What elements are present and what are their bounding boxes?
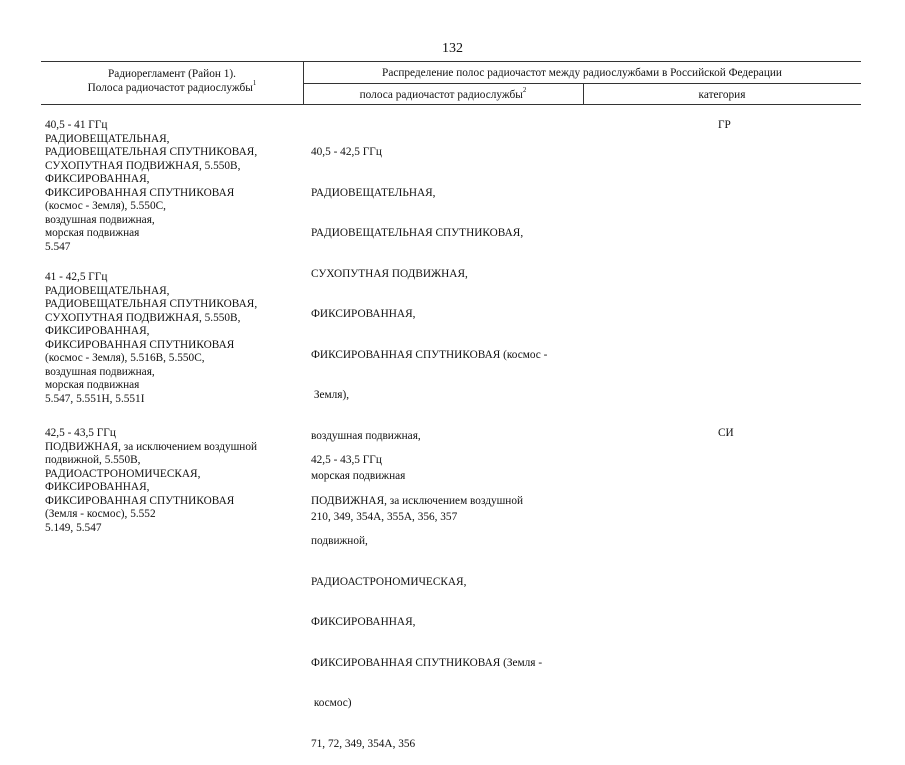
header-mid-rule: [303, 83, 861, 84]
row3-left-line: подвижной, 5.550В,: [45, 454, 141, 466]
row3-middle-line: космос): [311, 697, 352, 709]
row2-left-line: РАДИОВЕЩАТЕЛЬНАЯ,: [45, 284, 170, 297]
header-sub-left-text: полоса радиочастот радиослужбы: [359, 89, 523, 101]
row3-left-cell: [45, 427, 257, 535]
row3-left-line: 42,5 - 43,5 ГГц: [45, 427, 116, 439]
row1-category: ГР: [718, 119, 731, 131]
row2-left-line: 5.547, 5.551Н, 5.551I: [45, 392, 145, 405]
header-right-top: Распределение полос радиочастот между радиослужбами в Российской Федерации: [382, 67, 782, 79]
row1-middle-line: РАДИОВЕЩАТЕЛЬНАЯ СПУТНИКОВАЯ,: [311, 227, 524, 239]
row2-left-cell: [45, 271, 257, 406]
row3-left-line: ФИКСИРОВАННАЯ,: [45, 481, 150, 493]
row1-middle-line: морская подвижная: [311, 470, 406, 482]
row1-left-line: 40,5 - 41 ГГц: [45, 119, 108, 131]
row3-left-line: ФИКСИРОВАННАЯ СПУТНИКОВАЯ: [45, 494, 235, 507]
row1-middle-line: 40,5 - 42,5 ГГц: [311, 146, 382, 158]
row1-left-line: (космос - Земля), 5.550С,: [45, 200, 166, 212]
row1-left-line: воздушная подвижная,: [45, 213, 155, 226]
row1-middle-line: ФИКСИРОВАННАЯ,: [311, 308, 416, 320]
row3-middle-line: ФИКСИРОВАННАЯ СПУТНИКОВАЯ (Земля -: [311, 656, 543, 669]
header-bottom-rule: [41, 104, 861, 105]
header-left: [41, 67, 303, 95]
row3-category: СИ: [718, 427, 734, 439]
row1-left-line: РАДИОВЕЩАТЕЛЬНАЯ,: [45, 132, 170, 145]
header-left-line2: Полоса радиочастот радиослужбы: [87, 82, 253, 94]
row1-left-line: ФИКСИРОВАННАЯ,: [45, 173, 150, 185]
row3-middle-line: ФИКСИРОВАННАЯ,: [311, 616, 416, 628]
row2-left-line: 41 - 42,5 ГГц: [45, 271, 108, 283]
row1-middle-line: Земля),: [311, 389, 350, 401]
row3-middle-line: РАДИОАСТРОНОМИЧЕСКАЯ,: [311, 575, 467, 588]
row1-left-cell: [45, 119, 257, 254]
row3-left-line: 5.149, 5.547: [45, 521, 102, 534]
header-sub-left-footnote: 2: [522, 86, 527, 94]
header-sub-right: категория: [698, 89, 746, 101]
page-number: 132: [442, 41, 463, 56]
row1-middle-line: ФИКСИРОВАННАЯ СПУТНИКОВАЯ (космос -: [311, 348, 548, 361]
row3-left-line: ПОДВИЖНАЯ, за исключением воздушной: [45, 440, 258, 453]
row1-left-line: РАДИОВЕЩАТЕЛЬНАЯ СПУТНИКОВАЯ,: [45, 146, 258, 158]
row3-middle-line: 71, 72, 349, 354А, 356: [311, 737, 416, 750]
row1-middle-line: СУХОПУТНАЯ ПОДВИЖНАЯ,: [311, 267, 468, 280]
row1-left-line: 5.547: [45, 240, 71, 253]
header-left-line2-wrap: [41, 81, 303, 95]
row3-middle-line: ПОДВИЖНАЯ, за исключением воздушной: [311, 494, 524, 507]
row2-left-line: морская подвижная: [45, 379, 140, 391]
row2-left-line: (космос - Земля), 5.516В, 5.550С,: [45, 352, 205, 364]
row3-left-line: РАДИОАСТРОНОМИЧЕСКАЯ,: [45, 467, 201, 480]
row1-left-line: ФИКСИРОВАННАЯ СПУТНИКОВАЯ: [45, 186, 235, 199]
header-top-rule: [41, 61, 861, 62]
row1-left-line: СУХОПУТНАЯ ПОДВИЖНАЯ, 5.550В,: [45, 159, 241, 172]
row3-middle-line: подвижной,: [311, 535, 368, 547]
header-left-line1: Радиорегламент (Район 1).: [108, 68, 236, 80]
row3-left-line: (Земля - космос), 5.552: [45, 508, 156, 520]
header-sub-left: [303, 88, 583, 102]
row1-left-line: морская подвижная: [45, 227, 140, 239]
row2-left-line: ФИКСИРОВАННАЯ,: [45, 325, 150, 337]
header-left-footnote: 1: [252, 79, 257, 87]
row2-left-line: воздушная подвижная,: [45, 365, 155, 378]
row2-left-line: СУХОПУТНАЯ ПОДВИЖНАЯ, 5.550В,: [45, 311, 241, 324]
row3-middle-cell: [311, 427, 542, 765]
row1-middle-line: 210, 349, 354А, 355А, 356, 357: [311, 510, 458, 523]
row2-left-line: РАДИОВЕЩАТЕЛЬНАЯ СПУТНИКОВАЯ,: [45, 298, 258, 310]
row1-middle-line: воздушная подвижная,: [311, 429, 421, 442]
row1-middle-line: РАДИОВЕЩАТЕЛЬНАЯ,: [311, 186, 436, 199]
row2-left-line: ФИКСИРОВАННАЯ СПУТНИКОВАЯ: [45, 338, 235, 351]
row3-middle-line: 42,5 - 43,5 ГГц: [311, 454, 382, 466]
